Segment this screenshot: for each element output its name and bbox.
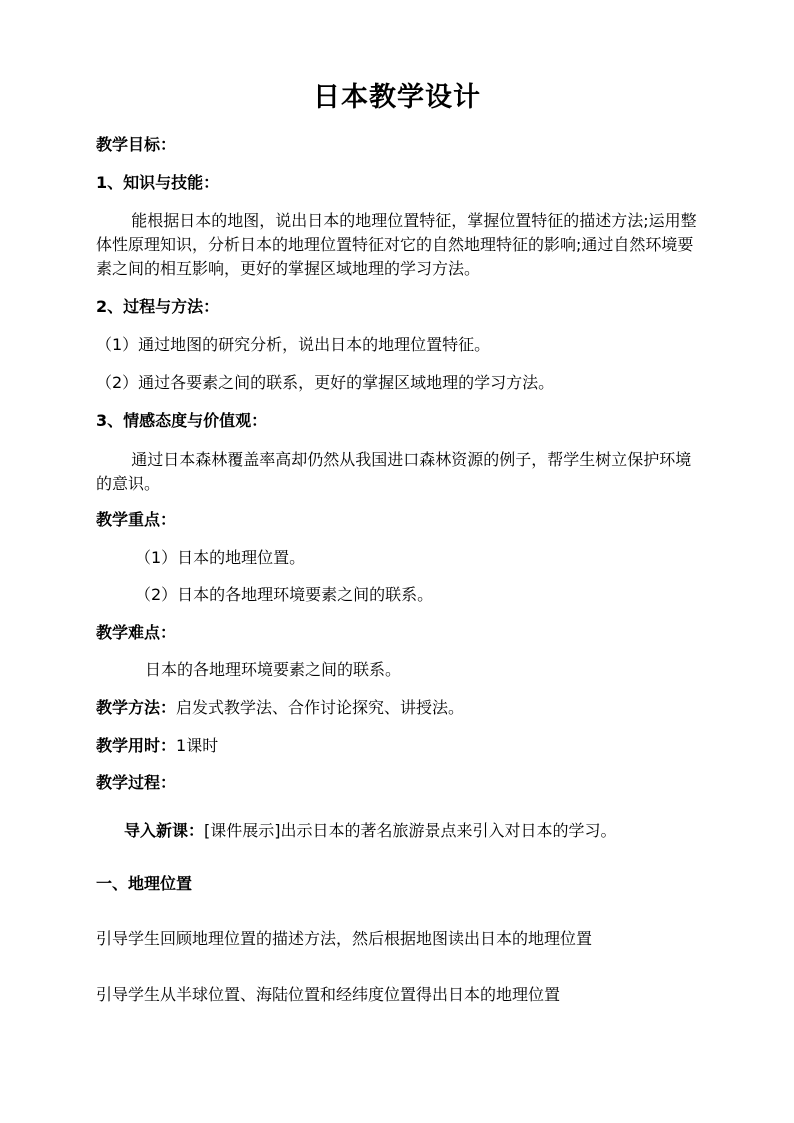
objectives-heading: 教学目标： — [96, 135, 177, 154]
knowledge-heading: 1、知识与技能： — [96, 173, 220, 192]
method-line — [96, 697, 464, 719]
intro-label: 导入新课： — [124, 821, 205, 840]
intro-line — [124, 820, 617, 842]
guide-line-1: 引导学生回顾地理位置的描述方法，然后根据地图读出日本的地理位置 — [96, 929, 593, 948]
method-label: 教学方法： — [96, 698, 177, 717]
document-title: 日本教学设计 — [313, 82, 481, 113]
section1-heading: 一、地理位置 — [96, 874, 193, 893]
process2-heading: 教学过程： — [96, 773, 177, 792]
process-heading: 2、过程与方法： — [96, 297, 220, 316]
knowledge-paragraph: 能根据日本的地图，说出日本的地理位置特征，掌握位置特征的描述方法;运用整体性原理知识，分析日本的地理位置特征对它的自然地理特征的影响;通过自然环境要素之间的相互影响，更好的掌握区域地理的学习方法。 — [96, 211, 697, 278]
emotion-paragraph: 通过日本森林覆盖率高却仍然从我国进口森林资源的例子，帮学生树立保护环境的意识。 — [96, 450, 692, 493]
focus-item-1: （1）日本的地理位置。 — [135, 548, 306, 567]
guide-line-2: 引导学生从半球位置、海陆位置和经纬度位置得出日本的地理位置 — [96, 985, 561, 1004]
process-item-2: （2）通过各要素之间的联系，更好的掌握区域地理的学习方法。 — [96, 373, 555, 392]
focus-item-2: （2）日本的各地理环境要素之间的联系。 — [135, 585, 434, 604]
difficulty-text: 日本的各地理环境要素之间的联系。 — [145, 660, 402, 679]
focus-heading: 教学重点： — [96, 510, 177, 529]
emotion-heading: 3、情感态度与价值观： — [96, 411, 268, 430]
time-label: 教学用时： — [96, 736, 177, 755]
difficulty-heading: 教学难点： — [96, 623, 177, 642]
time-line — [96, 735, 218, 757]
process-item-1: （1）通过地图的研究分析，说出日本的地理位置特征。 — [96, 335, 491, 354]
intro-text: [课件展示]出示日本的著名旅游景点来引入对日本的学习。 — [204, 821, 617, 840]
method-text: 启发式教学法、合作讨论探究、讲授法。 — [176, 698, 465, 717]
time-text: 1课时 — [176, 736, 219, 755]
